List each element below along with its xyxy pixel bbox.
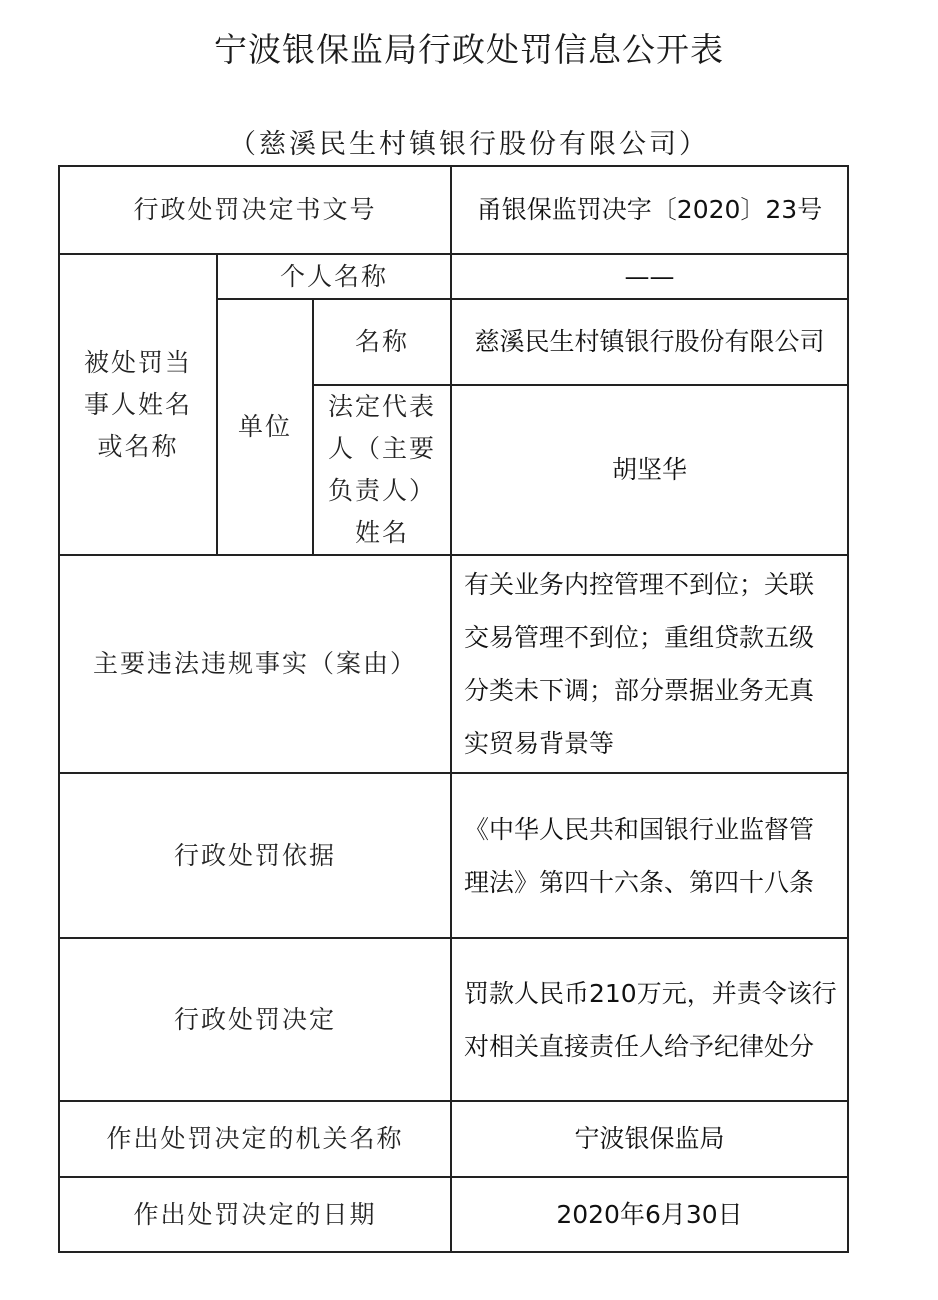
document-subtitle: （慈溪民生村镇银行股份有限公司） (229, 129, 709, 160)
table-row-authority (59, 1101, 848, 1177)
authority-value: 宁波银保监局 (451, 1101, 848, 1177)
legal-rep-value: 胡坚华 (451, 385, 848, 555)
decision-value: 罚款人民币210万元，并责令该行对相关直接责任人给予纪律处分 (451, 938, 848, 1101)
decision-no-value: 甬银保监罚决字〔2020〕23号 (451, 166, 848, 254)
unit-name-label: 名称 (313, 299, 451, 385)
penalty-info-table (58, 165, 849, 1253)
authority-label: 作出处罚决定的机关名称 (59, 1101, 451, 1177)
table-row-date (59, 1177, 848, 1252)
legal-rep-label: 法定代表人（主要负责人）姓名 (313, 385, 451, 555)
basis-value: 《中华人民共和国银行业监督管理法》第四十六条、第四十八条 (451, 773, 848, 938)
date-label: 作出处罚决定的日期 (59, 1177, 451, 1252)
table-row-basis (59, 773, 848, 938)
decision-label: 行政处罚决定 (59, 938, 451, 1101)
document-title: 宁波银保监局行政处罚信息公开表 (214, 30, 724, 69)
individual-label: 个人名称 (217, 254, 451, 299)
unit-name-value: 慈溪民生村镇银行股份有限公司 (451, 299, 848, 385)
facts-value: 有关业务内控管理不到位；关联交易管理不到位；重组贷款五级分类未下调；部分票据业务无真实贸易背景等 (451, 555, 848, 773)
decision-no-label: 行政处罚决定书文号 (59, 166, 451, 254)
table-row-individual (59, 254, 848, 299)
table-row-decision-no (59, 166, 848, 254)
facts-label: 主要违法违规事实（案由） (59, 555, 451, 773)
party-label: 被处罚当事人姓名或名称 (59, 254, 217, 555)
unit-label: 单位 (217, 299, 313, 555)
basis-label: 行政处罚依据 (59, 773, 451, 938)
table-row-facts (59, 555, 848, 773)
table-row-decision (59, 938, 848, 1101)
date-value: 2020年6月30日 (451, 1177, 848, 1252)
individual-value: —— (451, 254, 848, 299)
